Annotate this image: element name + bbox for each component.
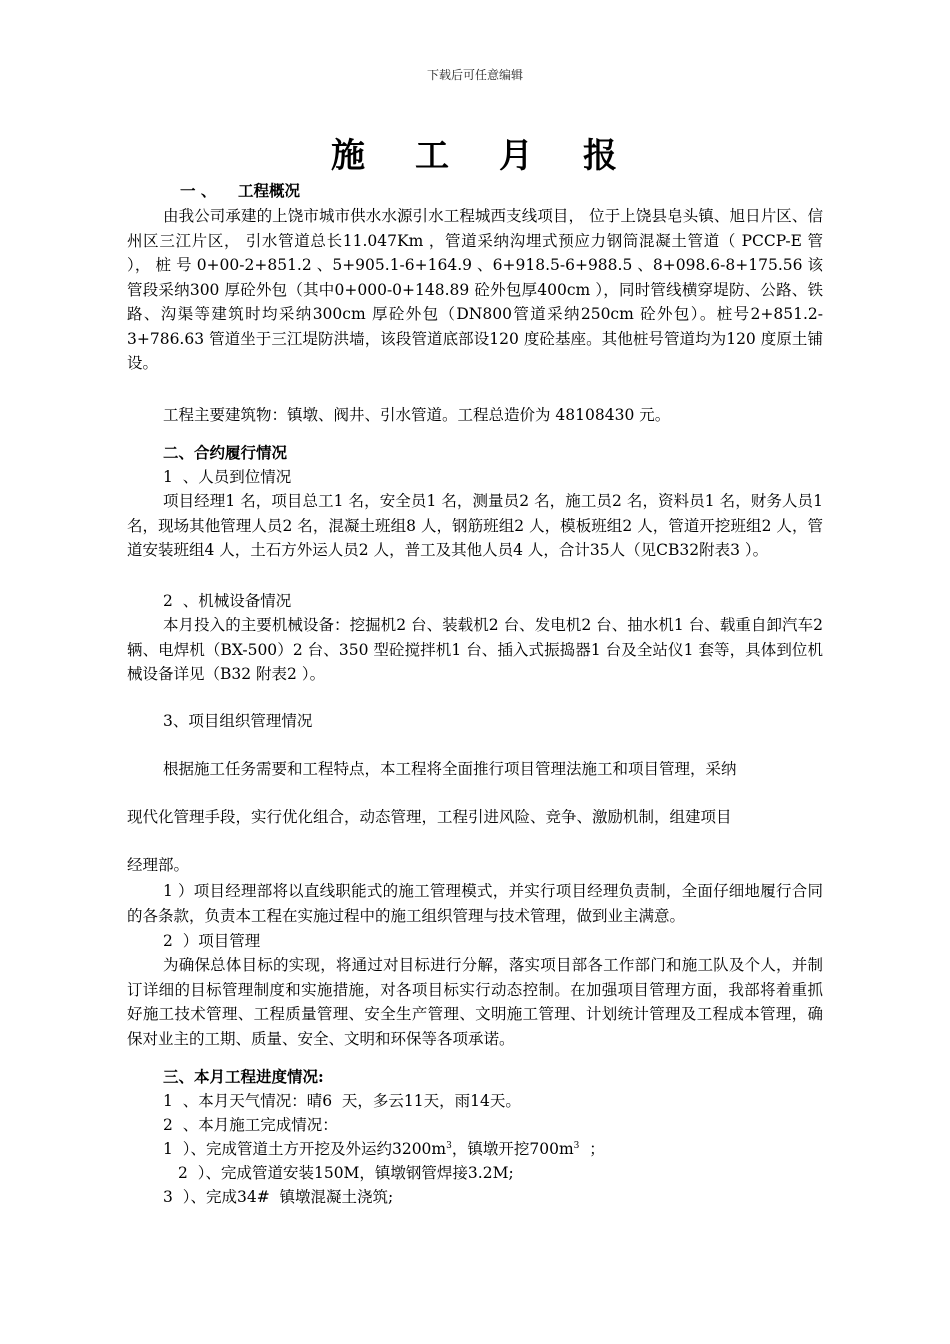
equipment-paragraph: 本月投入的主要机械设备：挖掘机2 台、装载机2 台、发电机2 台、抽水机1 台、载重自卸汽车2 辆、电焊机（BX-500）2 台、350 型砼搅拌机1 台、插入式振捣器1 台及全站仪1 套等，具体到位机械设备详见（B32 附表2 ）。 [127, 616, 823, 683]
completion-item-1-text: 1 ）、完成管道土方开挖及外运约3200m [163, 1140, 447, 1158]
title-char: 施 [331, 136, 367, 176]
organization-line-2: 现代化管理手段，实行优化组合，动态管理，工程引进风险、竞争、激励机制，组建项目 [127, 808, 732, 826]
page-header: 下载后可任意编辑 [426, 68, 523, 82]
completion-item-3: 3 ）、完成34# 镇墩混凝土浇筑; [163, 1188, 394, 1206]
title-char: 报 [583, 136, 619, 176]
equipment-title: 2 、机械设备情况 [163, 592, 292, 610]
completion-item-1 [163, 1137, 605, 1159]
section-1-heading: 一 、 工程概况 [180, 181, 300, 200]
completion-item-1-text: ； [579, 1140, 605, 1158]
cubic-superscript: 3 [446, 1140, 452, 1151]
organization-title: 3、项目组织管理情况 [163, 712, 313, 730]
completion-item-2: 2 ）、完成管道安装150M，镇墩钢管焊接3.2M; [178, 1164, 514, 1182]
title-char: 月 [499, 136, 535, 176]
completion-title: 2 、本月施工完成情况： [163, 1116, 338, 1134]
organization-line-1: 根据施工任务需要和工程特点，本工程将全面推行项目管理法施工和项目管理，采纳 [163, 760, 737, 778]
weather-line: 1 、本月天气情况：晴6 天，多云11天，雨14天。 [163, 1092, 521, 1110]
title-char: 工 [415, 136, 451, 176]
organization-line-3: 经理部。 [127, 856, 190, 874]
completion-item-1-text: ，镇墩开挖700m [451, 1140, 574, 1158]
section-3-heading: 三、本月工程进度情况: [163, 1067, 324, 1086]
section-2-heading: 二、合约履行情况 [163, 443, 288, 462]
personnel-title: 1 、人员到位情况 [163, 468, 292, 486]
cubic-superscript: 3 [573, 1140, 580, 1151]
main-buildings-paragraph: 工程主要建筑物：镇墩、阀井、引水管道。工程总造价为 48108430 元。 [163, 406, 671, 424]
personnel-paragraph: 项目经理1 名，项目总工1 名，安全员1 名，测量员2 名，施工员2 名，资料员1 名，财务人员1 名，现场其他管理人员2 名，混凝土班组8 人，钢筋班组2 人，模板班组2 人，管道开挖班组2 人，管道安装班组4 人，土石方外运人员2 人，普工及其他人员4 人，合计35人（见CB32附表3 ）。 [127, 492, 823, 559]
management-mode-paragraph: 1 ）项目经理部将以直线职能式的施工管理模式，并实行项目经理负责制，全面仔细地履行合同的各条款，负责本工程在实施过程中的施工组织管理与技术管理，做到业主满意。 [127, 882, 823, 925]
document-title [0, 128, 950, 177]
project-management-paragraph: 为确保总体目标的实现，将通过对目标进行分解，落实项目部各工作部门和施工队及个人，并制订详细的目标管理制度和实施措施，对各项目标实行动态控制。在加强项目管理方面，我部将着重抓好施工技术管理、工程质量管理、安全生产管理、文明施工管理、计划统计管理及工程成本管理，确保对业主的工期、质量、安全、文明和环保等各项承诺。 [127, 956, 823, 1048]
project-management-title: 2 ）项目管理 [163, 932, 261, 950]
overview-paragraph: 由我公司承建的上饶市城市供水水源引水工程城西支线项目， 位于上饶县皂头镇、旭日片区、信州区三江片区， 引水管道总长11.047Km ，管道采纳沟埋式预应力钢筒混凝土管道（ PCCP-E 管 ）， 桩 号 0+00-2+851.2 、5+905.1-6+164.9 、6+918.5-6+988.5 、8+098.6-8+175.56 该管段采纳300 厚砼外包（其中0+000-0+148.89 砼外包厚400cm ），同时管线横穿堤防、公路、铁路、沟渠等建筑时均采纳300cm 厚砼外包（DN800管道采纳250cm 砼外包）。桩号2+851.2-3+786.63 管道坐于三江堤防洪墙，该段管道底部设120 度砼基座。其他桩号管道均为120 度原土铺设。 [127, 207, 823, 372]
